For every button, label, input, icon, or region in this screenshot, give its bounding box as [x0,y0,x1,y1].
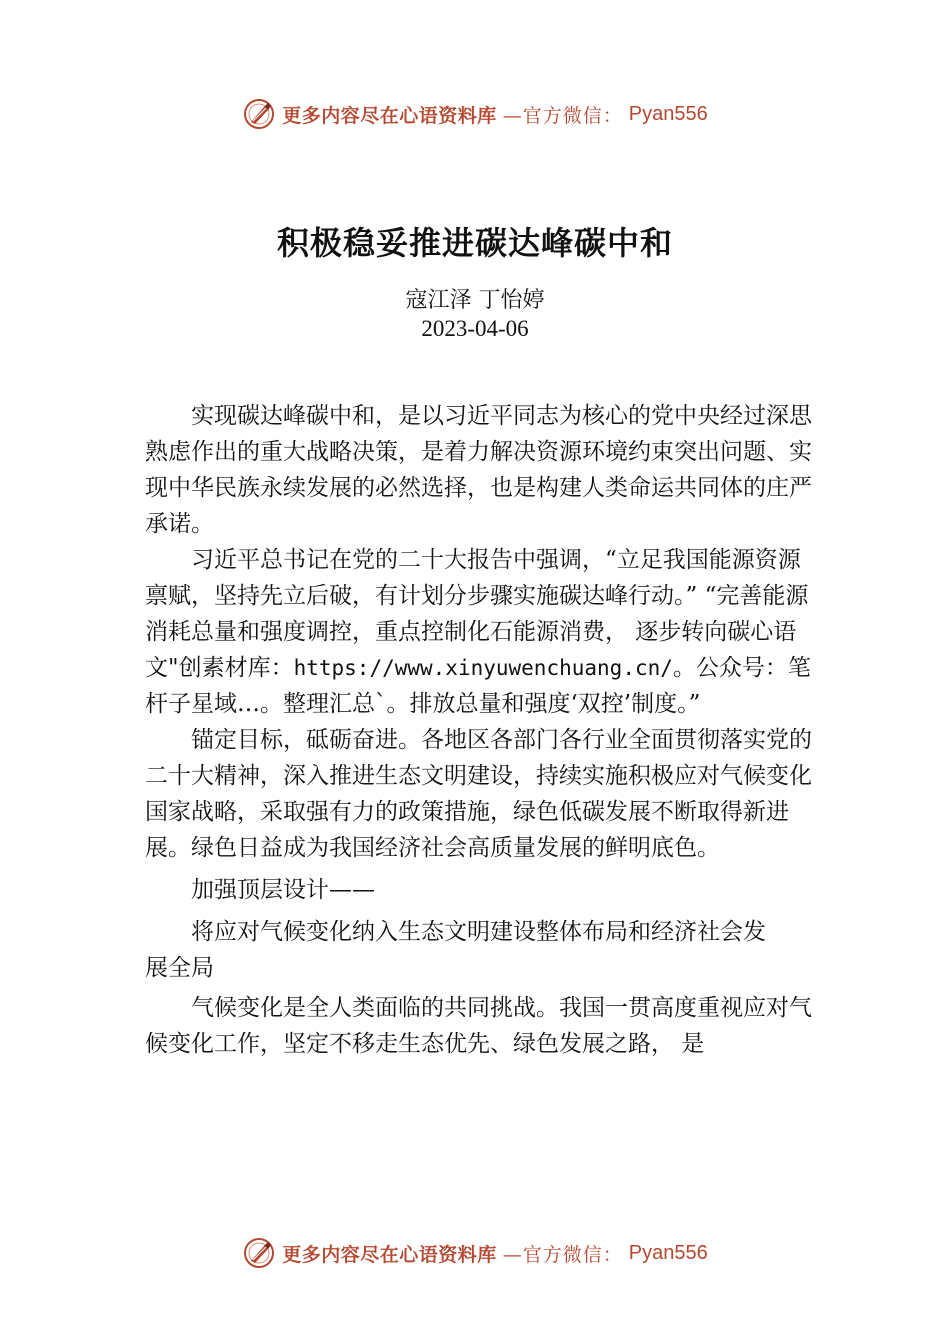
section-heading: 将应对气候变化纳入生态文明建设整体布局和经济社会发展全局 [145,919,766,981]
pen-nib-logo-icon [242,97,276,131]
watermark-brand: 更多内容尽在心语资料库 [282,104,497,127]
paragraph-text: 习近平总书记在党的二十大报告中强调，“立足我国能源资源禀赋，坚持先立后破，有计划分步骤实施碳达峰行动。” “完善能源消耗总量和强度调控，重点控制化石能源消费， 逐步转向碳心语文"创素材库： [145,547,809,681]
watermark-brand: 更多内容尽在心语资料库 [282,1243,497,1266]
paragraph [145,542,815,722]
watermark-wechat-id: Pyan556 [628,1241,708,1264]
source-url: https://www.xinyuwenchuang.cn/ [293,656,673,680]
pen-nib-logo-icon [242,1236,276,1270]
paragraph-text: 。公众号：笔杆子星域…。整理汇总`。排放总量和强度‘双控’制度。” [145,655,811,717]
section-subheading: 加强顶层设计—— [191,877,375,903]
paragraph: 锚定目标，砥砺奋进。各地区各部门各行业全面贯彻落实党的二十大精神，深入推进生态文明建设，持续实施积极应对气候变化国家战略，采取强有力的政策措施，绿色低碳发展不断取得新进展。绿色日益成为我国经济社会高质量发展的鲜明底色。 [145,727,812,861]
watermark-channel: —官方微信： [502,1243,623,1266]
article-title: 积极稳妥推进碳达峰碳中和 [276,224,673,262]
paragraph: 气候变化是全人类面临的共同挑战。我国一贯高度重视应对气候变化工作，坚定不移走生态优先、绿色发展之路， 是 [145,995,812,1057]
article-authors: 寇江泽 丁怡婷 [405,288,545,313]
article-date: 2023-04-06 [421,316,529,341]
article-body [145,398,815,1062]
watermark-banner-top [0,94,950,134]
watermark-banner-bottom [0,1233,950,1273]
watermark-channel: —官方微信： [502,104,623,127]
paragraph: 实现碳达峰碳中和，是以习近平同志为核心的党中央经过深思熟虑作出的重大战略决策，是着力解决资源环境约束突出问题、实现中华民族永续发展的必然选择，也是构建人类命运共同体的庄严承诺。 [145,403,812,537]
watermark-wechat-id: Pyan556 [628,102,708,125]
